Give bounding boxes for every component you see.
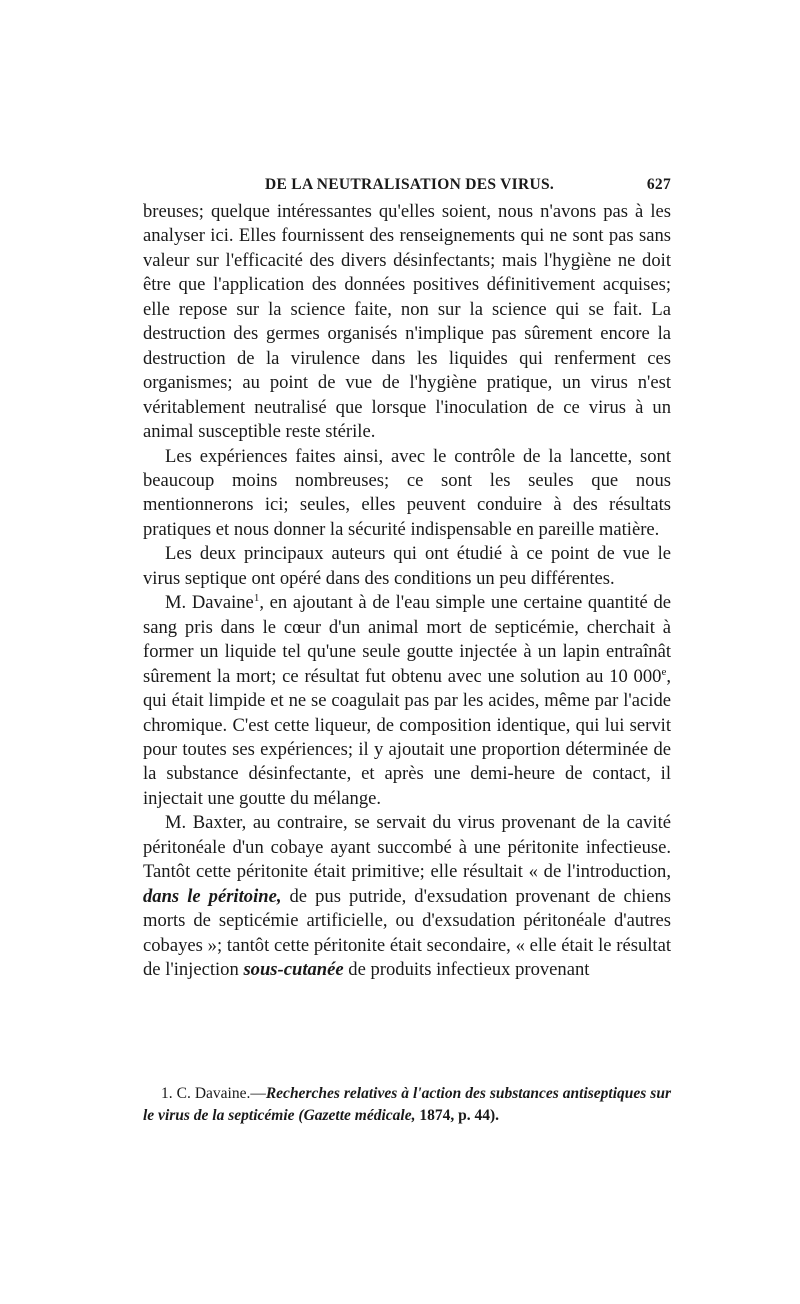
running-header bbox=[143, 176, 671, 200]
paragraph-5 bbox=[143, 811, 671, 982]
paragraph-5-end: de produits infectieux provenant bbox=[343, 959, 590, 981]
ordinal-superscript: e bbox=[661, 665, 667, 678]
footnote bbox=[143, 1083, 671, 1127]
paragraph-5-start: M. Baxter, au contraire, se servait du virus provenant de la cavité péritonéale d'un cobaye ayant succombé à une péritonite infectieuse. Tantôt cette péritonite était primitive; elle résultait « de l'introduction, bbox=[143, 812, 671, 883]
main-text bbox=[143, 200, 671, 983]
paragraph-5-emphasis-1: dans le péritoine, bbox=[143, 885, 282, 907]
paragraph-3: Les deux principaux auteurs qui ont étudié à ce point de vue le virus septique ont opéré dans des conditions un peu différentes. bbox=[143, 543, 671, 589]
paragraph-4-middle: , en ajoutant à de l'eau simple une certaine quantité de sang pris dans le cœur d'un animal mort de septicémie, cherchait à former un liquide tel qu'une seule goutte injectée à un lapin entraînât sûrement la mort; ce résultat fut obtenu avec une solution au 10 000 bbox=[143, 592, 671, 687]
running-title: DE LA NEUTRALISATION DES VIRUS. bbox=[265, 176, 555, 193]
footnote-title: Recherches relatives à l'action des substances antiseptiques sur le virus de la septicémie bbox=[143, 1085, 671, 1124]
paragraph-5-emphasis-2: sous-cutanée bbox=[243, 959, 344, 981]
footnote-marker: 1. C. Davaine.— bbox=[161, 1085, 266, 1102]
paragraph-4-start: M. Davaine bbox=[165, 592, 254, 614]
page-number: 627 bbox=[646, 176, 671, 193]
paragraph-2: Les expériences faites ainsi, avec le contrôle de la lancette, sont beaucoup moins nombreuses; ce sont les seules que nous mentionnerons ici; seules, elles peuvent conduire à des résultats pratiques et nous donner la sécurité indispensable en pareille matière. bbox=[143, 445, 671, 540]
paragraph-4 bbox=[143, 591, 671, 811]
paragraph-5-middle: de pus putride, d'exsudation provenant de chiens morts de septicémie artificielle, ou d'exsudation péritonéale d'autres cobayes »; tantôt cette péritonite était secondaire, « elle était le résultat de l'injection bbox=[143, 885, 671, 981]
paragraph-4-end: , qui était limpide et ne se coagulait pas par les acides, même par l'acide chromique. C'est cette liqueur, de composition identique, qui lui servit pour toutes ses expériences; il y ajoutait une proportion déterminée de la substance désinfectante, et après une demi-heure de contact, il injectait une goutte du mélange. bbox=[143, 665, 671, 809]
footnote-source: (Gazette médicale, bbox=[298, 1107, 416, 1124]
paragraph-1: breuses; quelque intéressantes qu'elles soient, nous n'avons pas à les analyser ici. Elles fournissent des renseignements qui ne sont pas sans valeur sur l'efficacité des divers désinfectants; mais l'hygiène ne doit être que l'application des données positives définitivement acquises; elle repose sur la science faite, non sur la science qui se fait. La destruction des germes organisés n'implique pas sûrement encore la destruction de la virulence dans les liquides qui renferment ces organismes; au point de vue de l'hygiène pratique, un virus n'est véritablement neutralisé que lorsque l'inoculation de ce virus à un animal susceptible reste stérile. bbox=[143, 201, 671, 443]
footnote-reference: 1 bbox=[253, 592, 260, 605]
footnote-details: 1874, p. 44). bbox=[415, 1107, 500, 1124]
